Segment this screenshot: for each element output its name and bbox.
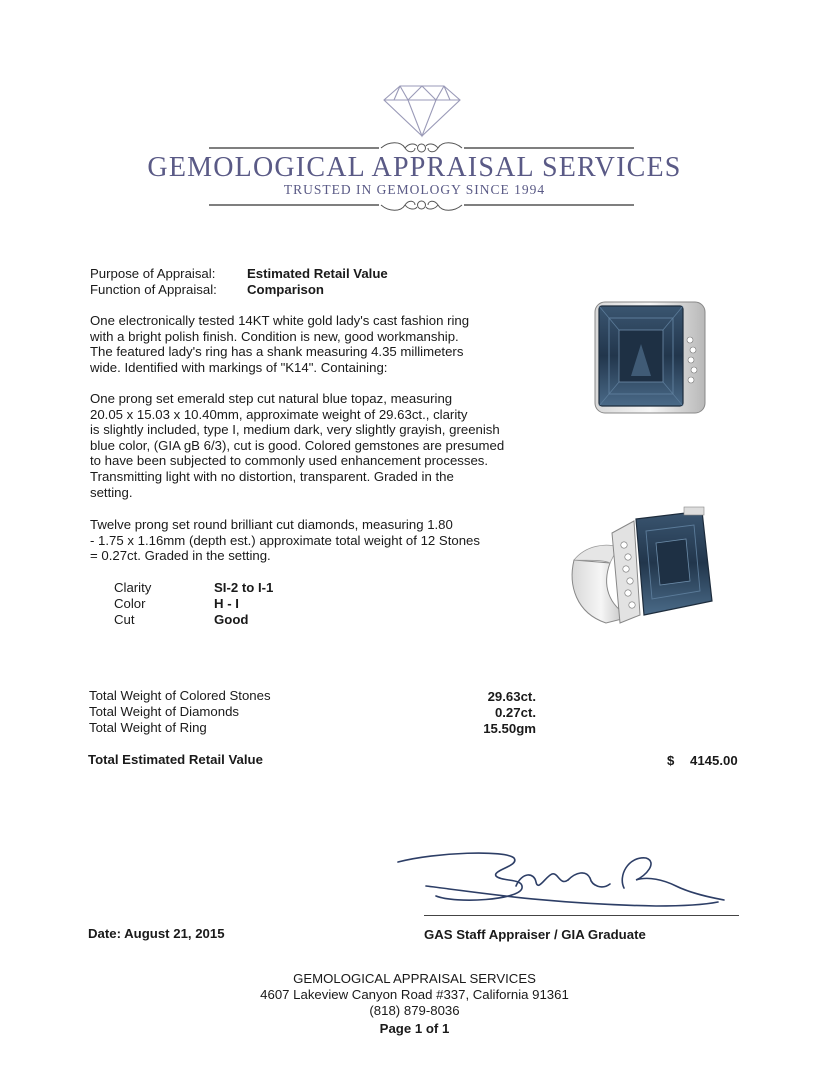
footer-company-name: GEMOLOGICAL APPRAISAL SERVICES [293,971,536,986]
ring-description [90,313,530,375]
page-number: Page 1 of 1 [379,1021,450,1036]
retail-value-amount: 4145.00 [690,753,738,768]
text-line: is slightly included, type I, medium dark, very slightly grayish, greenish [90,422,500,438]
ring-weight-label: Total Weight of Ring [89,720,207,735]
company-tagline: TRUSTED IN GEMOLOGY SINCE 1994 [283,182,546,197]
text-line: One electronically tested 14KT white gold lady's cast fashion ring [90,313,470,328]
ring-top-view-image [585,300,715,415]
ring-weight-value: 15.50gm [483,721,536,736]
text-line: - 1.75 x 1.16mm (depth est.) approximate total weight of 12 Stones [90,532,480,548]
text-line: to have been subjected to commonly used enhancement processes. [90,453,489,469]
diamond-description [90,517,530,564]
function-value: Comparison [247,282,324,297]
text-line: wide. Identified with markings of "K14". Containing: [90,359,388,375]
clarity-label: Clarity [114,580,152,595]
appraiser-title: GAS Staff Appraiser / GIA Graduate [424,927,646,942]
text-line: 20.05 x 15.03 x 10.40mm, approximate weight of 29.63ct., clarity [90,406,468,422]
diamonds-weight-value: 0.27ct. [494,705,536,720]
text-line: with a bright polish finish. Condition is new, good workmanship. [90,328,459,344]
purpose-value: Estimated Retail Value [247,266,388,281]
colored-stones-weight-value: 29.63ct. [487,689,536,704]
purpose-label: Purpose of Appraisal: [90,266,216,281]
color-value: H - I [214,596,239,611]
appraiser-signature [396,846,726,914]
retail-value-label: Total Estimated Retail Value [88,752,263,767]
cut-label: Cut [114,612,135,627]
text-line: setting. [90,484,133,500]
ring-side-view-image [566,505,726,630]
scroll-ornament-icon [209,197,634,213]
text-line: Transmitting light with no distortion, transparent. Graded in the [90,468,454,484]
text-line: blue color, (GIA gB 6/3), cut is good. Colored gemstones are presumed [90,437,505,453]
diamond-outline-icon [380,82,464,138]
signature-line [424,915,739,916]
cut-value: Good [214,612,249,627]
text-line: One prong set emerald step cut natural blue topaz, measuring [90,391,453,406]
colored-stones-weight-label: Total Weight of Colored Stones [89,688,271,703]
footer-phone: (818) 879-8036 [369,1003,460,1018]
footer [0,971,829,1037]
text-line: = 0.27ct. Graded in the setting. [90,548,271,564]
company-name: GEMOLOGICAL APPRAISAL SERVICES [147,152,682,183]
color-label: Color [114,596,146,611]
diamonds-weight-label: Total Weight of Diamonds [89,704,240,719]
text-line: The featured lady's ring has a shank measuring 4.35 millimeters [90,344,464,360]
currency-symbol: $ [667,753,675,768]
appraisal-date: Date: August 21, 2015 [88,926,225,941]
text-line: Twelve prong set round brilliant cut diamonds, measuring 1.80 [90,517,453,532]
footer-address: 4607 Lakeview Canyon Road #337, California 91361 [260,987,569,1002]
clarity-value: SI-2 to I-1 [214,580,274,595]
topaz-description [90,391,530,500]
function-label: Function of Appraisal: [90,282,217,297]
